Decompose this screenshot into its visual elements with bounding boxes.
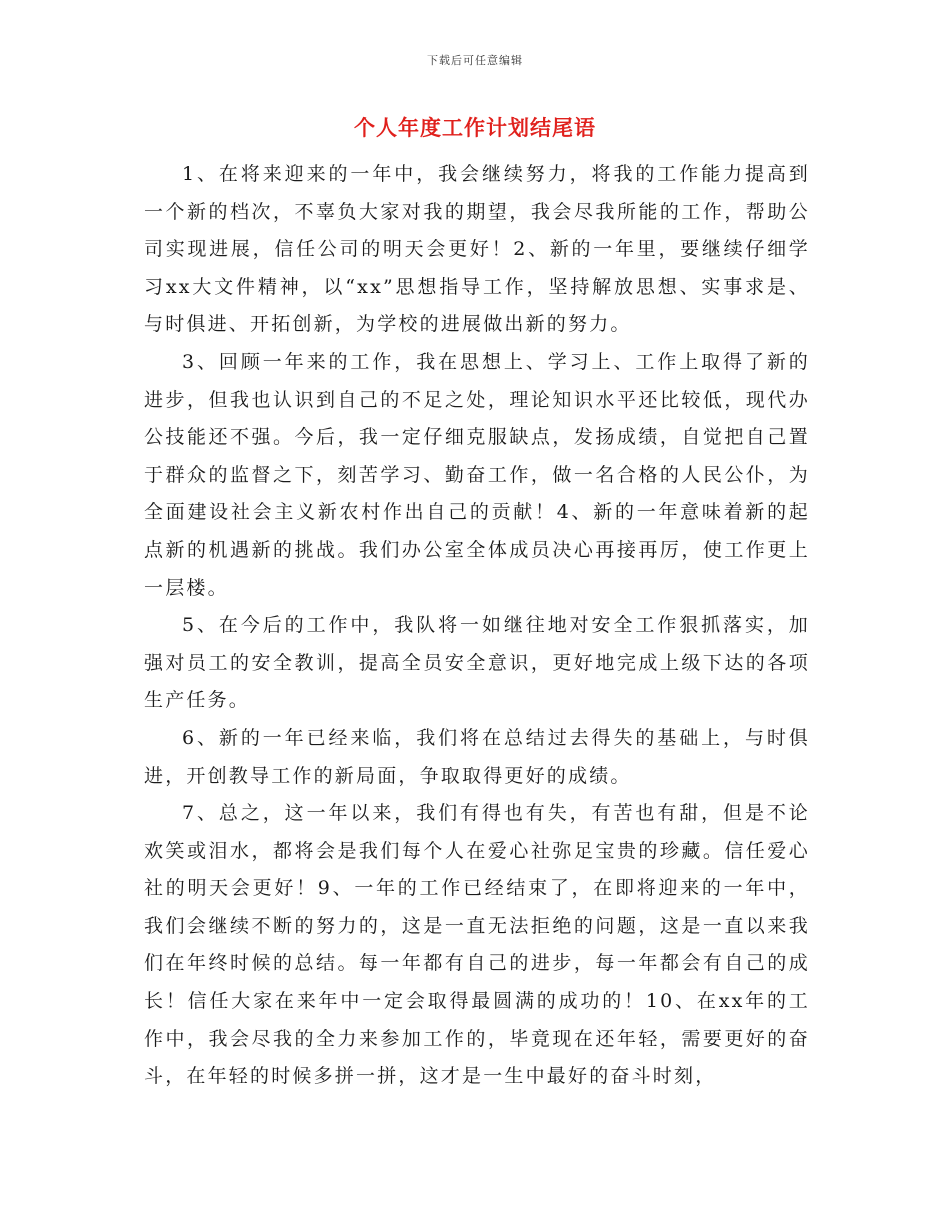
document-body (144, 156, 810, 1096)
paragraph-2: 3、回顾一年来的工作，我在思想上、学习上、工作上取得了新的进步，但我也认识到自己的不足之处，理论知识水平还比较低，现代办公技能还不强。今后，我一定仔细克服缺点，发扬成绩，自觉把自己置于群众的监督之下，刻苦学习、勤奋工作，做一名合格的人民公仆，为全面建设社会主义新农村作出自己的贡献！4、新的一年意味着新的起点新的机遇新的挑战。我们办公室全体成员决心再接再厉，使工作更上一层楼。 (144, 350, 810, 599)
paragraph-4: 6、新的一年已经来临，我们将在总结过去得失的基础上，与时俱进，开创教导工作的新局面，争取取得更好的成绩。 (144, 726, 810, 787)
paragraph-5: 7、总之，这一年以来，我们有得也有失，有苦也有甜，但是不论欢笑或泪水，都将会是我们每个人在爱心社弥足宝贵的珍藏。信任爱心社的明天会更好！9、一年的工作已经结束了，在即将迎来的一年中，我们会继续不断的努力的，这是一直无法拒绝的问题，这是一直以来我们在年终时候的总结。每一年都有自己的进步，每一年都会有自己的成长！信任大家在来年中一定会取得最圆满的成功的！10、在xx年的工作中，我会尽我的全力来参加工作的，毕竟现在还年轻，需要更好的奋斗，在年轻的时候多拼一拼，这才是一生中最好的奋斗时刻， (144, 802, 810, 1088)
paragraph-3: 5、在今后的工作中，我队将一如继往地对安全工作狠抓落实，加强对员工的安全教训，提高全员安全意识，更好地完成上级下达的各项生产任务。 (144, 614, 810, 712)
paragraph-1: 1、在将来迎来的一年中，我会继续努力，将我的工作能力提高到一个新的档次，不辜负大家对我的期望，我会尽我所能的工作，帮助公司实现进展，信任公司的明天会更好！2、新的一年里，要继续仔细学习xx大文件精神，以“xx”思想指导工作，坚持解放思想、实事求是、与时俱进、开拓创新，为学校的进展做出新的努力。 (144, 163, 810, 336)
header-note: 下载后可任意编辑 (427, 54, 523, 67)
document-title: 个人年度工作计划结尾语 (354, 115, 596, 140)
